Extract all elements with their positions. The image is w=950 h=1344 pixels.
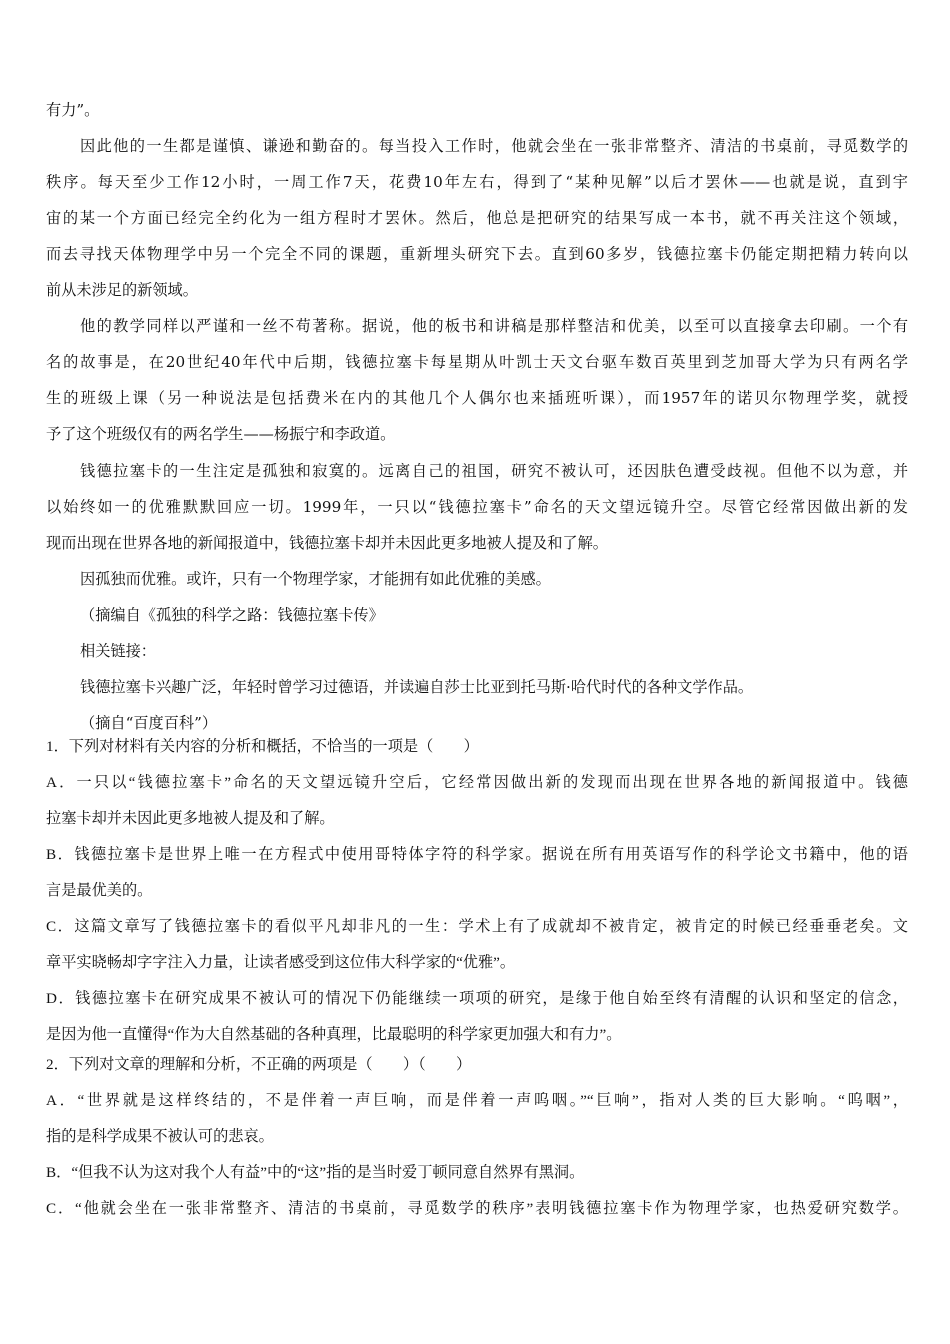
closing-sentence: 因孤独而优雅。或许，只有一个物理学家，才能拥有如此优雅的美感。 bbox=[80, 570, 551, 588]
paragraph-line: 他的教学同样以严谨和一丝不苟著称。据说，他的板书和讲稿是那样整洁和优美，以至可以直接拿去印刷。一个有 bbox=[80, 317, 908, 335]
question-2-option-c: C．“他就会坐在一张非常整齐、清洁的书桌前，寻觅数学的秩序”表明钱德拉塞卡作为物理学家，也热爱研究数学。 bbox=[46, 1200, 908, 1217]
question-2-option-b: B．“但我不认为这对我个人有益”中的“这”指的是当时爱丁顿同意自然界有黑洞。 bbox=[46, 1164, 585, 1181]
source-citation: （摘编自《孤独的科学之路：钱德拉塞卡传》 bbox=[80, 606, 384, 624]
question-1-option-a: A．一只以“钱德拉塞卡”命名的天文望远镜升空后，它经常因做出新的发现而出现在世界各地的新闻报道中。钱德 bbox=[46, 774, 908, 791]
question-1-option-a-cont: 拉塞卡却并未因此更多地被人提及和了解。 bbox=[46, 810, 335, 827]
question-1-option-b: B．钱德拉塞卡是世界上唯一在方程式中使用哥特体字符的科学家。据说在所有用英语写作的科学论文书籍中，他的语 bbox=[46, 846, 908, 863]
question-2-stem: 2．下列对文章的理解和分析，不正确的两项是（ ）（ ） bbox=[46, 1056, 472, 1073]
paragraph-line: 秩序。每天至少工作12小时，一周工作7天，花费10年左右，得到了“某种见解”以后才罢休——也就是说，直到宇 bbox=[46, 173, 908, 191]
paragraph-line: 宙的某一个方面已经完全约化为一组方程时才罢休。然后，他总是把研究的结果写成一本书，就不再关注这个领域， bbox=[46, 209, 908, 227]
paragraph-line: 生的班级上课（另一种说法是包括费米在内的其他几个人偶尔也来插班听课），而1957年的诺贝尔物理学奖，就授 bbox=[46, 389, 908, 407]
question-1-option-b-cont: 言是最优美的。 bbox=[46, 882, 153, 899]
paragraph-line: 名的故事是，在20世纪40年代中后期，钱德拉塞卡每星期从叶凯士天文台驱车数百英里到芝加哥大学为只有两名学 bbox=[46, 353, 908, 371]
paragraph-line: 予了这个班级仅有的两名学生——杨振宁和李政道。 bbox=[46, 425, 396, 443]
question-1-option-c-cont: 章平实晓畅却字字注入力量，让读者感受到这位伟大科学家的“优雅”。 bbox=[46, 954, 516, 971]
question-1-stem: 1．下列对材料有关内容的分析和概括，不恰当的一项是（ ） bbox=[46, 738, 479, 755]
paragraph-line: 因此他的一生都是谨慎、谦逊和勤奋的。每当投入工作时，他就会坐在一张非常整齐、清洁的书桌前，寻觅数学的 bbox=[80, 137, 908, 155]
paragraph-line: 而去寻找天体物理学中另一个完全不同的课题，重新埋头研究下去。直到60多岁，钱德拉塞卡仍能定期把精力转向以 bbox=[46, 245, 908, 263]
question-1-option-c: C．这篇文章写了钱德拉塞卡的看似平凡却非凡的一生：学术上有了成就却不被肯定，被肯定的时候已经垂垂老矣。文 bbox=[46, 918, 908, 935]
question-2-option-a-cont: 指的是科学成果不被认可的悲哀。 bbox=[46, 1128, 274, 1145]
source-citation: （摘自“百度百科”） bbox=[80, 714, 218, 732]
paragraph-line: 现而出现在世界各地的新闻报道中，钱德拉塞卡却并未因此更多地被人提及和了解。 bbox=[46, 534, 608, 552]
paragraph-line: 钱德拉塞卡的一生注定是孤独和寂寞的。远离自己的祖国，研究不被认可，还因肤色遭受歧视。但他不以为意，并 bbox=[80, 462, 908, 480]
paragraph-line: 以始终如一的优雅默默回应一切。1999年，一只以“钱德拉塞卡”命名的天文望远镜升空。尽管它经常因做出新的发 bbox=[46, 498, 908, 516]
related-link-text: 钱德拉塞卡兴趣广泛，年轻时曾学习过德语，并读遍自莎士比亚到托马斯·哈代时代的各种文学作品。 bbox=[80, 678, 754, 696]
question-1-option-d: D．钱德拉塞卡在研究成果不被认可的情况下仍能继续一项项的研究，是缘于他自始至终有清醒的认识和坚定的信念， bbox=[46, 990, 908, 1007]
question-2-option-a: A．“世界就是这样终结的，不是伴着一声巨响，而是伴着一声呜咽。”“巨响”，指对人类的巨大影响。“呜咽”， bbox=[46, 1092, 908, 1109]
related-link-label: 相关链接： bbox=[80, 642, 156, 660]
question-1-option-d-cont: 是因为他一直懂得“作为大自然基础的各种真理，比最聪明的科学家更加强大和有力”。 bbox=[46, 1026, 622, 1043]
paragraph-end-line: 有力”。 bbox=[46, 101, 100, 119]
paragraph-line: 前从未涉足的新领域。 bbox=[46, 281, 198, 299]
